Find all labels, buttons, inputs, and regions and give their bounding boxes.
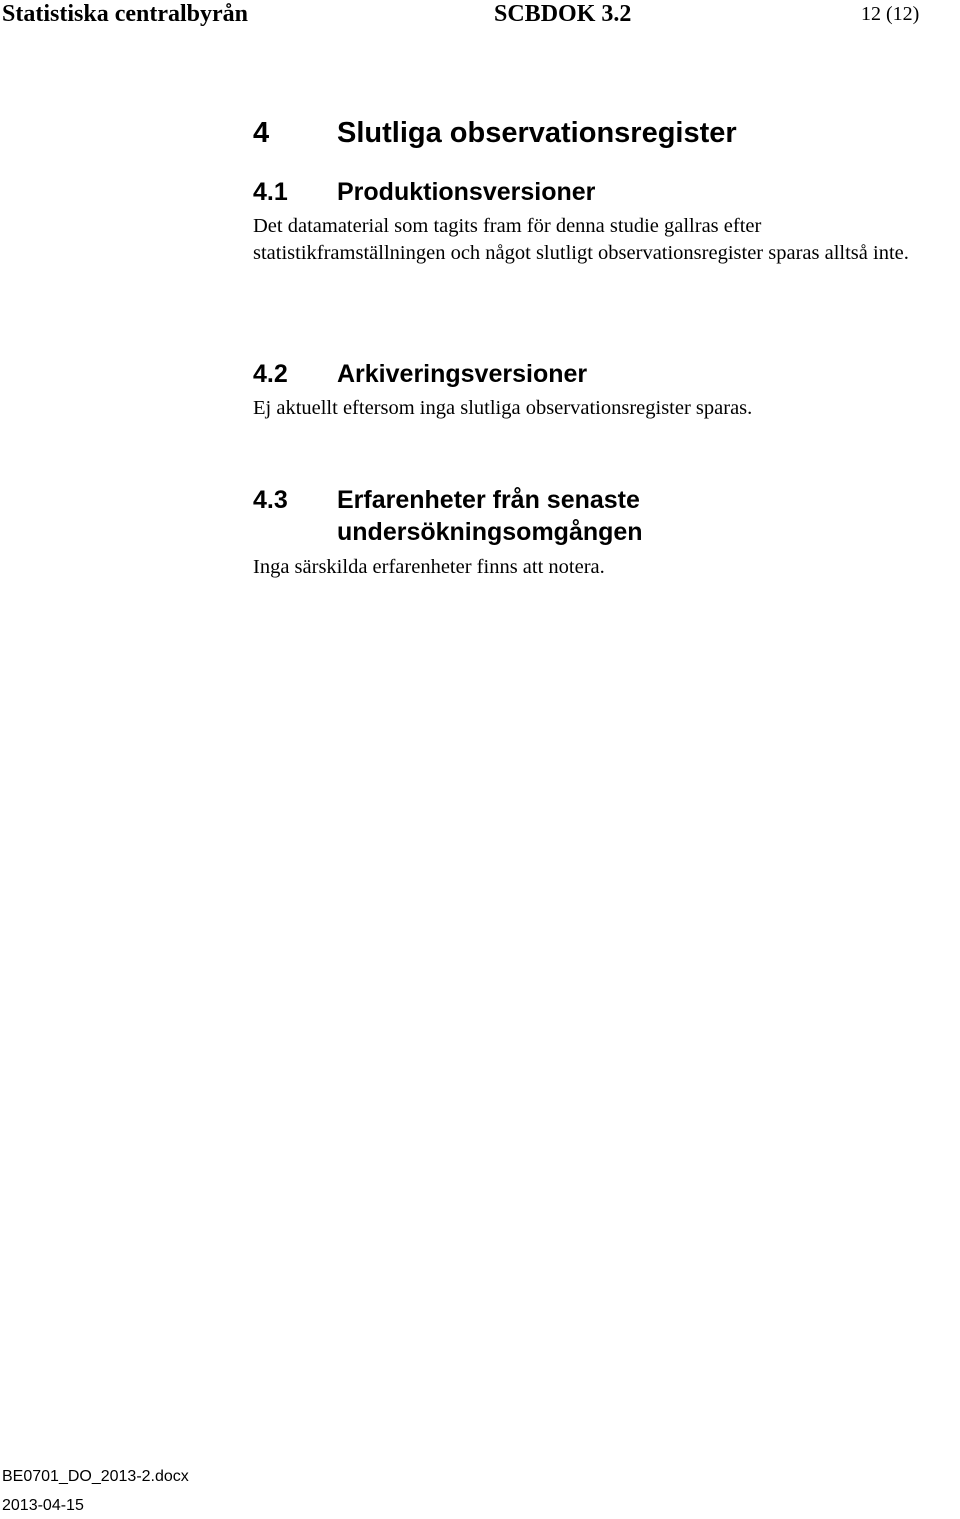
page-number: 12 (12) (861, 3, 920, 25)
section-title: Arkiveringsversioner (337, 360, 588, 388)
section-4-3-body: Inga särskilda erfarenheter finns att notera. (253, 556, 605, 578)
section-number: 4.3 (253, 486, 288, 514)
section-title: Slutliga observationsregister (337, 117, 737, 149)
section-4-2-heading (253, 358, 587, 390)
section-title-line-1: Erfarenheter från senaste (337, 486, 640, 514)
footer-date: 2013-04-15 (2, 1497, 84, 1514)
section-4-2-body: Ej aktuellt eftersom inga slutliga observationsregister sparas. (253, 397, 753, 419)
document-id: SCBDOK 3.2 (494, 1, 632, 27)
section-number: 4.1 (253, 178, 288, 206)
section-4-1-heading (253, 176, 595, 208)
section-number: 4 (253, 117, 270, 149)
section-4-1-body: Det datamaterial som tagits fram för denna studie gallras efter statistikframställningen och något slutligt observationsregister sparas alltså inte. (253, 215, 909, 264)
section-title-line-2: undersökningsomgången (337, 518, 643, 546)
section-title: Produktionsversioner (337, 178, 596, 206)
section-4-heading (253, 117, 737, 150)
section-4-3-heading (253, 484, 643, 548)
section-number: 4.2 (253, 360, 288, 388)
page-header (0, 0, 960, 30)
footer-filename: BE0701_DO_2013-2.docx (2, 1468, 189, 1485)
organization-name: Statistiska centralbyrån (2, 1, 248, 27)
